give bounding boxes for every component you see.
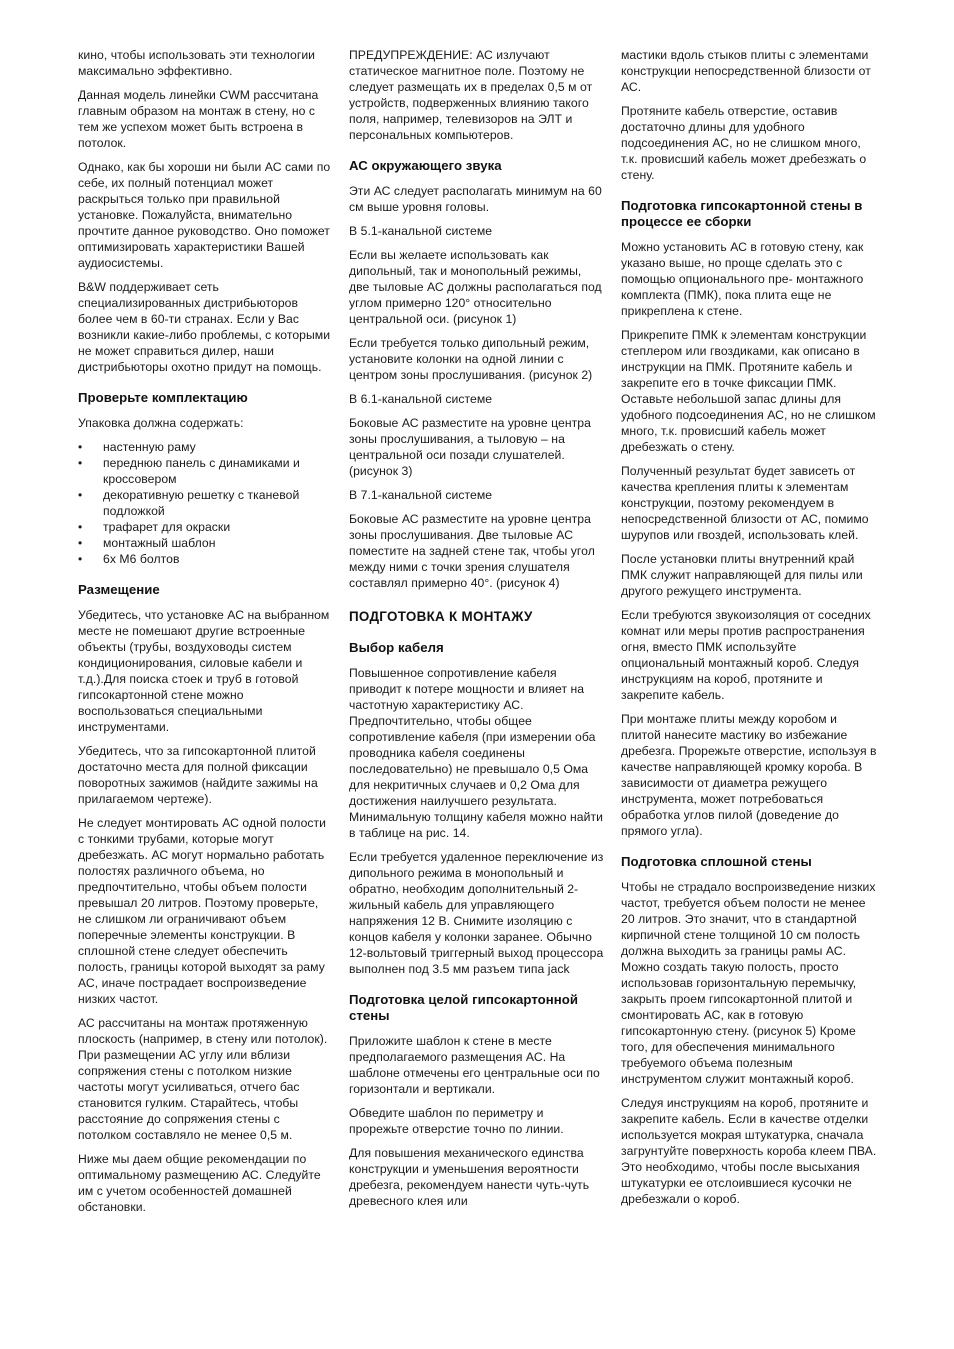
paragraph: После установки плиты внутренний край ПМК служит направляющей для пилы или другого режущего инструмента. (621, 552, 863, 598)
paragraph: Если требуется удаленное переключение из дипольного режима в монопольный и обратно, необходим дополнительный 2-жильный кабель для управляющего напряжения 12 В. Снимите изоляцию с концов кабеля у колонки заранее. Обычно 12-вольтовый триггерный выход процессора выполнен под 3.5 мм разъем типа jack (349, 850, 604, 976)
list-item: • переднюю панель с динамиками и кроссовером (78, 455, 334, 487)
list-item: • монтажный шаблон (78, 535, 334, 551)
paragraph: Убедитесь, что за гипсокартонной плитой достаточно места для полной фиксации поворотных зажимов (найдите зажимы на прилагаемом чертеже). (78, 744, 318, 806)
paragraph: В 6.1-канальной системе (349, 392, 493, 406)
paragraph: Протяните кабель отверстие, оставив достаточно длины для удобного подсоединения АС, но не слишком много, т.к. провисший кабель может дребезжать о стену. (621, 104, 867, 182)
paragraph: Полученный результат будет зависеть от качества крепления плиты к элементам конструкции, поэтому рекомендуем в непосредственной близости от АС, помимо шурупов или гвоздей, использовать клей. (621, 464, 869, 542)
paragraph: АС рассчитаны на монтаж протяженную плоскость (например, в стену или потолок). При размещении АС углу или вблизи сопряжения стены с потолком низкие частоты могут усиливаться, отчего бас становится гулким. Старайтесь, чтобы расстояние до сопряжения стены с потолком составляло не менее 0,5 м. (78, 1016, 328, 1142)
paragraph: ПРЕДУПРЕЖДЕНИЕ: АС излучают статическое магнитное поле. Поэтому не следует размещать их в пределах 0,5 м от устройств, подверженных влиянию такого поля, например, телевизоров на ЭЛТ и персональных компьютеров. (349, 48, 593, 142)
section-heading: Проверьте комплектацию (78, 390, 248, 405)
section-heading: Подготовка гипсокартонной стены в процессе ее сборки (621, 198, 863, 229)
paragraph: Если вы желаете использовать как дипольный, так и монопольный режимы, две тыловые АС должны располагаться под углом примерно 120° относительно центральной оси. (рисунок 1) (349, 248, 602, 326)
list-item: • настенную раму (78, 439, 334, 455)
paragraph: При монтаже плиты между коробом и плитой нанесите мастику во избежание дребезга. Прорежьте отверстие, используя в качестве направляющей кромку короба. В зависимости от диаметра режущего инструмента, может потребоваться обработка углов пилой (доведение до прямого угла). (621, 712, 877, 838)
paragraph: Можно установить АС в готовую стену, как указано выше, но проще сделать это с помощью опционального пре- монтажного комплекта (ПМК), пока плита еще не прикреплена к стене. (621, 240, 864, 318)
bullet-list (78, 439, 334, 567)
paragraph: Ниже мы даем общие рекомендации по оптимальному размещению АС. Следуйте им с учетом особенностей домашней обстановки. (78, 1152, 321, 1214)
paragraph: Повышенное сопротивление кабеля приводит к потере мощности и влияет на частотную характеристику АС. Предпочтительно, чтобы общее сопротивление кабеля (при измерении оба проводника кабеля соединены последовательно) не превышало 0,5 Ома для некритичных случаев и 0,2 Ома для достижения наилучшего результата. Минимальную толщину кабеля можно найти в таблице на рис. 14. (349, 666, 603, 840)
paragraph: Не следует монтировать АС одной полости с тонкими трубами, которые могут дребезжать. АС могут нормально работать полостях различного объема, но предпочтительно, чтобы объем полости превышал 20 литров. Поэтому проверьте, не слишком ли ограничивают объем поперечные элементы конструкции. В сплошной стене следует обеспечить полость, границы которой выходят за раму АС, иначе пострадает воспроизведение низких частот. (78, 816, 327, 1006)
paragraph: мастики вдоль стыков плиты с элементами конструкции непосредственной близости от АС. (621, 48, 871, 94)
paragraph: Данная модель линейки CWM рассчитана главным образом на монтаж в стену, но с тем же успехом может быть встроена в потолок. (78, 88, 319, 150)
paragraph: Если требуются звукоизоляция от соседних комнат или меры против распространения огня, вместо ПМК используйте опциональный монтажный короб. Следуя инструкциям на короб, протяните и закрепите кабель. (621, 608, 871, 702)
text-column-middle (349, 47, 605, 1217)
paragraph: Приложите шаблон к стене в месте предполагаемого размещения АС. На шаблоне отмечены его центральные оси по горизонтали и вертикали. (349, 1034, 600, 1096)
paragraph: Убедитесь, что установке АС на выбранном месте не помешают другие встроенные объекты (трубы, воздуховоды систем кондиционирования, силовые кабели и т.д.).Для поиска стоек и труб в готовой гипсокартонной стене можно воспользоваться специальными инструментами. (78, 608, 330, 734)
text-column-right (621, 47, 877, 1215)
section-heading: Подготовка целой гипсокартонной стены (349, 992, 579, 1023)
paragraph: Боковые АС разместите на уровне центра зоны прослушивания, а тыловую – на центральной оси позади слушателей. (рисунок 3) (349, 416, 591, 478)
paragraph: Прикрепите ПМК к элементам конструкции степлером или гвоздиками, как описано в инструкции на ПМК. Протяните кабель и закрепите его в точке фиксации ПМК. Оставьте небольшой запас длины для удобного подсоединения АС, но не слишком много, т.к. провисший кабель может дребезжать о стену. (621, 328, 876, 454)
section-title: ПОДГОТОВКА К МОНТАЖУ (349, 609, 533, 624)
paragraph: Для повышения механического единства конструкции и уменьшения вероятности дребезга, рекомендуем нанести чуть-чуть древесного клея или (349, 1146, 590, 1208)
list-item: • трафарет для окраски (78, 519, 334, 535)
paragraph: Если требуется только дипольный режим, установите колонки на одной линии с центром зоны прослушивания. (рисунок 2) (349, 336, 593, 382)
section-heading: Выбор кабеля (349, 640, 444, 655)
paragraph: В 7.1-канальной системе (349, 488, 493, 502)
paragraph: B&W поддерживает сеть специализированных дистрибьюторов более чем в 60-ти странах. Если у Вас возникли какие-либо проблемы, с которыми не может справиться дилер, наши дистрибьюторы охотно придут на помощь. (78, 280, 331, 374)
paragraph: Боковые АС разместите на уровне центра зоны прослушивания. Две тыловые АС поместите на задней стене так, чтобы угол между ними с точки зрения слушателя составлял примерно 40°. (рисунок 4) (349, 512, 595, 590)
paragraph: Однако, как бы хороши ни были АС сами по себе, их полный потенциал может раскрыться только при правильной установке. Пожалуйста, внимательно прочтите данное руководство. Оно поможет оптимизировать характеристики Вашей аудиосистемы. (78, 160, 331, 270)
section-heading: Размещение (78, 582, 160, 597)
text-column-left (78, 47, 334, 1223)
paragraph: Эти АС следует располагать минимум на 60 см выше уровня головы. (349, 184, 602, 214)
paragraph: Следуя инструкциям на короб, протяните и закрепите кабель. Если в качестве отделки используется мокрая штукатурка, сначала загрунтуйте поверхность короба клеем ПВА. Это необходимо, чтобы после высыхания штукатурки ее отслоившиеся кусочки не дребезжали о короб. (621, 1096, 877, 1206)
paragraph: кино, чтобы использовать эти технологии максимально эффективно. (78, 48, 316, 78)
list-item: • 6х М6 болтов (78, 551, 334, 567)
section-heading: Подготовка сплошной стены (621, 854, 812, 869)
paragraph: Чтобы не страдало воспроизведение низких частот, требуется объем полости не менее 20 литров. Это значит, что в стандартной кирпичной стене толщиной 10 см полость должна выходить за границы рамы АС. Можно создать такую полость, просто использовав горизонтальную перемычку, закрыть проем гипсокартонной плитой и смонтировать АС, как в готовую гипсокартонную стену. (рисунок 5) Кроме того, для обеспечения минимального требуемого объема полезным инструментом служит монтажный короб. (621, 880, 876, 1086)
paragraph: Обведите шаблон по периметру и прорежьте отверстие точно по линии. (349, 1106, 564, 1136)
paragraph: Упаковка должна содержать: (78, 416, 244, 430)
list-item: • декоративную решетку с тканевой подложкой (78, 487, 334, 519)
section-heading: АС окружающего звука (349, 158, 502, 173)
paragraph: В 5.1-канальной системе (349, 224, 493, 238)
